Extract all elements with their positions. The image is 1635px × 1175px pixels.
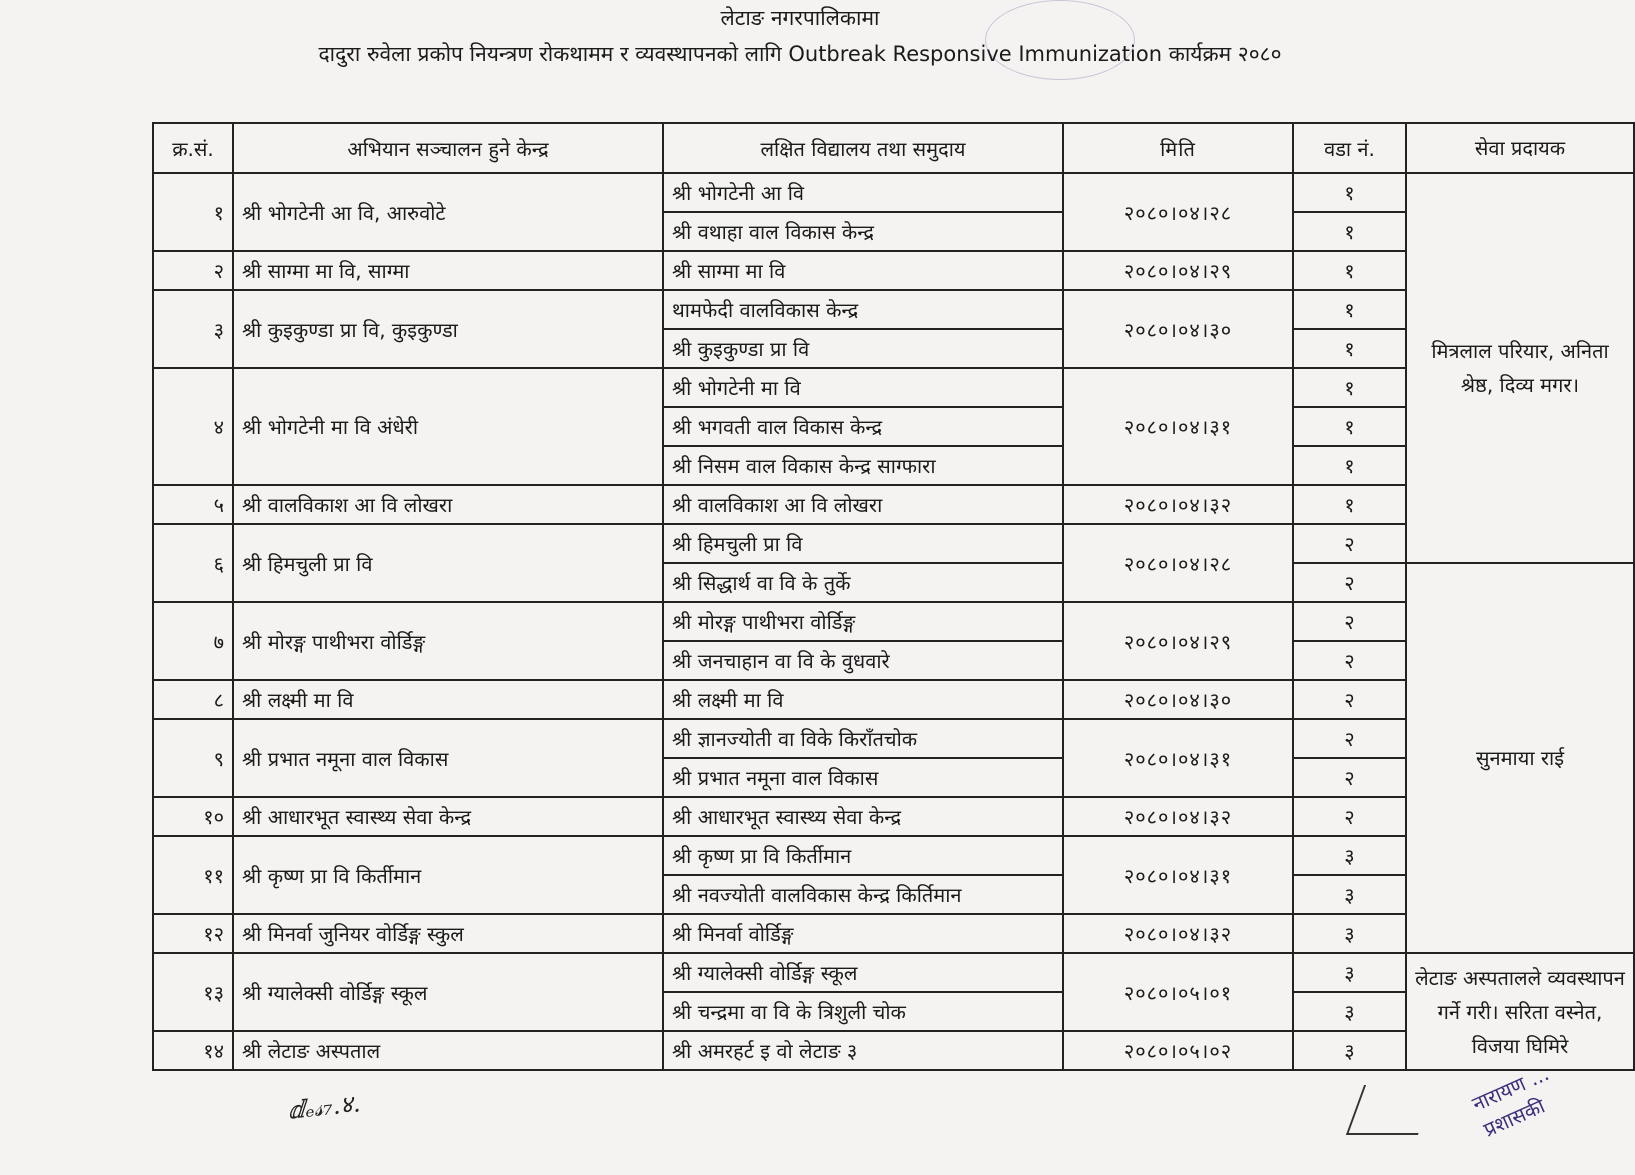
cell-target-school: श्री ग्यालेक्सी वोर्डिङ्ग स्कूल xyxy=(663,953,1063,992)
cell-ward-number: ३ xyxy=(1293,914,1406,953)
cell-service-provider: सुनमाया राई xyxy=(1406,563,1634,953)
cell-ward-number: १ xyxy=(1293,446,1406,485)
cell-ward-number: २ xyxy=(1293,563,1406,602)
cell-date: २०८०।०४।२९ xyxy=(1063,602,1293,680)
cell-serial: १ xyxy=(153,173,233,251)
cell-date: २०८०।०४।३२ xyxy=(1063,485,1293,524)
col-header-target: लक्षित विद्यालय तथा समुदाय xyxy=(663,123,1063,173)
cell-target-school: श्री कुइकुण्डा प्रा वि xyxy=(663,329,1063,368)
cell-target-school: श्री हिमचुली प्रा वि xyxy=(663,524,1063,563)
cell-date: २०८०।०४।३२ xyxy=(1063,914,1293,953)
cell-target-school: श्री आधारभूत स्वास्थ्य सेवा केन्द्र xyxy=(663,797,1063,836)
cell-target-school: श्री भगवती वाल विकास केन्द्र xyxy=(663,407,1063,446)
cell-serial: ९ xyxy=(153,719,233,797)
cell-date: २०८०।०५।०१ xyxy=(1063,953,1293,1031)
cell-campaign-center: श्री भोगटेनी मा वि अंधेरी xyxy=(233,368,663,485)
cell-ward-number: ३ xyxy=(1293,992,1406,1031)
cell-ward-number: १ xyxy=(1293,368,1406,407)
immunization-schedule-table xyxy=(152,122,1635,1071)
cell-target-school: श्री सिद्धार्थ वा वि के तुर्के xyxy=(663,563,1063,602)
cell-campaign-center: श्री हिमचुली प्रा वि xyxy=(233,524,663,602)
cell-target-school: श्री निसम वाल विकास केन्द्र साग्फारा xyxy=(663,446,1063,485)
cell-campaign-center: श्री ग्यालेक्सी वोर्डिङ्ग स्कूल xyxy=(233,953,663,1031)
cell-target-school: श्री चन्द्रमा वा वि के त्रिशुली चोक xyxy=(663,992,1063,1031)
cell-campaign-center: श्री मिनर्वा जुनियर वोर्डिङ्ग स्कुल xyxy=(233,914,663,953)
cell-ward-number: १ xyxy=(1293,485,1406,524)
cell-ward-number: १ xyxy=(1293,173,1406,212)
cell-ward-number: १ xyxy=(1293,329,1406,368)
cell-target-school: श्री नवज्योती वालविकास केन्द्र किर्तिमान xyxy=(663,875,1063,914)
handwritten-signature-right xyxy=(1346,1085,1436,1135)
cell-campaign-center: श्री कुइकुण्डा प्रा वि, कुइकुण्डा xyxy=(233,290,663,368)
cell-serial: ४ xyxy=(153,368,233,485)
cell-serial: ६ xyxy=(153,524,233,602)
cell-campaign-center: श्री वालविकाश आ वि लोखरा xyxy=(233,485,663,524)
cell-serial: १२ xyxy=(153,914,233,953)
cell-target-school: श्री मोरङ्ग पाथीभरा वोर्डिङ्ग xyxy=(663,602,1063,641)
cell-ward-number: १ xyxy=(1293,251,1406,290)
cell-date: २०८०।०४।३० xyxy=(1063,290,1293,368)
cell-date: २०८०।०४।२८ xyxy=(1063,173,1293,251)
officer-stamp: नारायण ... प्रशासकी xyxy=(1468,1061,1553,1142)
cell-campaign-center: श्री कृष्ण प्रा वि किर्तीमान xyxy=(233,836,663,914)
table-header-row xyxy=(153,123,1634,173)
cell-ward-number: ३ xyxy=(1293,836,1406,875)
cell-campaign-center: श्री आधारभूत स्वास्थ्य सेवा केन्द्र xyxy=(233,797,663,836)
cell-date: २०८०।०४।२८ xyxy=(1063,524,1293,602)
cell-campaign-center: श्री मोरङ्ग पाथीभरा वोर्डिङ्ग xyxy=(233,602,663,680)
cell-service-provider: लेटाङ अस्पतालले व्यवस्थापन गर्ने गरी। सरिता वस्नेत, विजया घिमिरे xyxy=(1406,953,1634,1070)
cell-ward-number: ३ xyxy=(1293,1031,1406,1070)
cell-campaign-center: श्री लेटाङ अस्पताल xyxy=(233,1031,663,1070)
handwritten-signature-left: ⅆₑ𝓈₇.४. xyxy=(286,1089,362,1125)
cell-target-school: श्री प्रभात नमूना वाल विकास xyxy=(663,758,1063,797)
cell-serial: २ xyxy=(153,251,233,290)
cell-ward-number: २ xyxy=(1293,758,1406,797)
cell-target-school: श्री लक्ष्मी मा वि xyxy=(663,680,1063,719)
header-line-1: लेटाङ नगरपालिकामा xyxy=(720,6,880,30)
table-row xyxy=(153,953,1634,992)
cell-campaign-center: श्री लक्ष्मी मा वि xyxy=(233,680,663,719)
cell-target-school: श्री ज्ञानज्योती वा विके किराँतचोक xyxy=(663,719,1063,758)
cell-campaign-center: श्री साग्मा मा वि, साग्मा xyxy=(233,251,663,290)
cell-date: २०८०।०४।२९ xyxy=(1063,251,1293,290)
cell-target-school: श्री वथाहा वाल विकास केन्द्र xyxy=(663,212,1063,251)
cell-ward-number: २ xyxy=(1293,641,1406,680)
cell-ward-number: २ xyxy=(1293,524,1406,563)
office-seal-stamp xyxy=(985,0,1135,80)
cell-target-school: थामफेदी वालविकास केन्द्र xyxy=(663,290,1063,329)
cell-serial: ८ xyxy=(153,680,233,719)
cell-ward-number: २ xyxy=(1293,680,1406,719)
cell-campaign-center: श्री भोगटेनी आ वि, आरुवोटे xyxy=(233,173,663,251)
cell-service-provider: मित्रलाल परियार, अनिता श्रेष्ठ, दिव्य मगर। xyxy=(1406,173,1634,563)
cell-ward-number: २ xyxy=(1293,719,1406,758)
cell-target-school: श्री मिनर्वा वोर्डिङ्ग xyxy=(663,914,1063,953)
cell-date: २०८०।०४।३२ xyxy=(1063,797,1293,836)
cell-date: २०८०।०४।३१ xyxy=(1063,836,1293,914)
col-header-provider: सेवा प्रदायक xyxy=(1406,123,1634,173)
cell-ward-number: १ xyxy=(1293,290,1406,329)
table-body xyxy=(153,173,1634,1070)
table-row xyxy=(153,173,1634,212)
cell-target-school: श्री भोगटेनी आ वि xyxy=(663,173,1063,212)
cell-date: २०८०।०४।३१ xyxy=(1063,368,1293,485)
cell-ward-number: ३ xyxy=(1293,953,1406,992)
col-header-date: मिति xyxy=(1063,123,1293,173)
cell-date: २०८०।०४।३० xyxy=(1063,680,1293,719)
cell-ward-number: २ xyxy=(1293,797,1406,836)
cell-target-school: श्री साग्मा मा वि xyxy=(663,251,1063,290)
cell-campaign-center: श्री प्रभात नमूना वाल विकास xyxy=(233,719,663,797)
cell-ward-number: २ xyxy=(1293,602,1406,641)
cell-target-school: श्री कृष्ण प्रा वि किर्तीमान xyxy=(663,836,1063,875)
cell-target-school: श्री वालविकाश आ वि लोखरा xyxy=(663,485,1063,524)
col-header-serial: क्र.सं. xyxy=(153,123,233,173)
cell-ward-number: १ xyxy=(1293,407,1406,446)
cell-target-school: श्री अमरहर्ट इ वो लेटाङ ३ xyxy=(663,1031,1063,1070)
col-header-ward: वडा नं. xyxy=(1293,123,1406,173)
cell-ward-number: १ xyxy=(1293,212,1406,251)
cell-ward-number: ३ xyxy=(1293,875,1406,914)
col-header-center: अभियान सञ्चालन हुने केन्द्र xyxy=(233,123,663,173)
cell-serial: ३ xyxy=(153,290,233,368)
cell-date: २०८०।०५।०२ xyxy=(1063,1031,1293,1070)
cell-serial: ७ xyxy=(153,602,233,680)
cell-serial: ११ xyxy=(153,836,233,914)
cell-serial: ५ xyxy=(153,485,233,524)
cell-serial: १४ xyxy=(153,1031,233,1070)
cell-serial: १३ xyxy=(153,953,233,1031)
cell-date: २०८०।०४।३१ xyxy=(1063,719,1293,797)
cell-target-school: श्री भोगटेनी मा वि xyxy=(663,368,1063,407)
cell-serial: १० xyxy=(153,797,233,836)
cell-target-school: श्री जनचाहान वा वि के वुधवारे xyxy=(663,641,1063,680)
header-line-2: दादुरा रुवेला प्रकोप नियन्त्रण रोकथामम र व्यवस्थापनको लागि Outbreak Responsive Immunization कार्यक्रम २०८० xyxy=(318,42,1282,66)
